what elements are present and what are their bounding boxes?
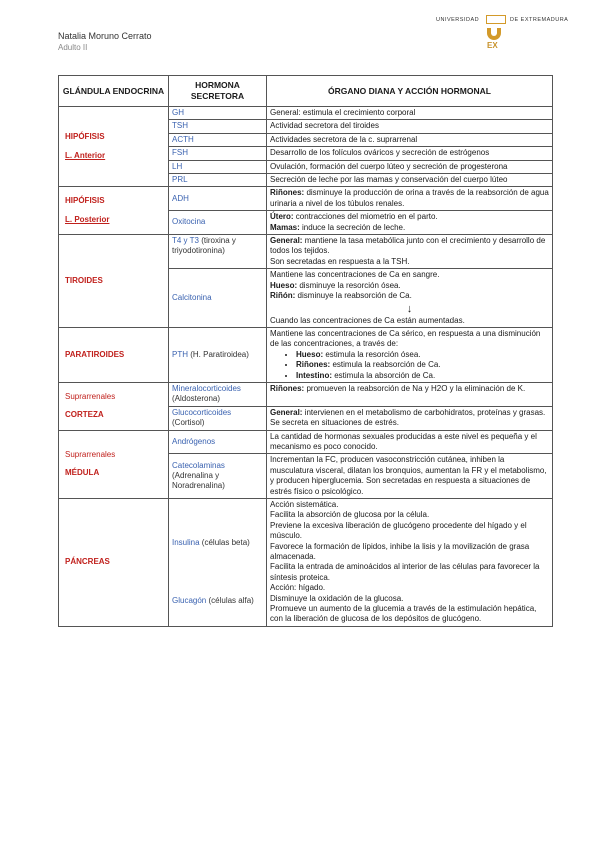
gland-label: HIPÓFISIS	[65, 132, 105, 142]
logo-u-icon	[487, 28, 501, 40]
action-mineralocorticoides: Riñones: promueven la reabsorción de Na y H2O y la eliminación de K.	[267, 382, 553, 406]
arrow-down-icon: ↓	[406, 302, 413, 315]
hormone-pancreas	[169, 499, 267, 627]
action-pancreas: Acción sistemática. Facilita la absorción de glucosa por la célula. Previene la excesiva liberación de glucógeno procedente del hígado y el músculo. Favorece la formación de lípidos, inhibe la lisis y la movilización de grasa almacenada. Facilita la entrada de aminoácidos al interior de las células para favorecer la síntesis proteica. Acción: hígado. Disminuye la oxidación de la glucosa. Promueve un aumento de la glucemia a través de la estimulación hepática, con la liberación de glucosa de los depósitos de glucógeno.	[267, 499, 553, 627]
table-row	[59, 327, 553, 382]
action-androgenos: La cantidad de hormonas sexuales producidas a este nivel es pequeña y el mecanismo es poco conocido.	[267, 430, 553, 454]
gland-label: Suprarrenales	[65, 449, 116, 459]
logo-ex: EX	[487, 41, 498, 50]
hormone-insulina: Insulina (células beta)	[172, 538, 250, 547]
gland-label: Suprarrenales	[65, 391, 116, 401]
university-logo	[436, 17, 569, 53]
gland-tiroides: TIROIDES	[59, 235, 169, 328]
action-glucocorticoides: General: intervienen en el metabolismo de carbohidratos, proteínas y grasas. Se secreta en situaciones de estrés.	[267, 406, 553, 430]
hormone-glucagon: Glucagón (células alfa)	[172, 596, 254, 606]
hormone-acth: ACTH	[169, 133, 267, 146]
list-item: • Riñones: estimula la reabsorción de Ca.	[296, 360, 549, 370]
course-name: Adulto II	[58, 43, 88, 52]
table-row	[59, 499, 553, 627]
hormone-t4t3: T4 y T3 (tiroxina y triyodotironina)	[169, 235, 267, 269]
action-catecolaminas: Incrementan la FC, producen vasoconstricción cutánea, inhiben la musculatura visceral, dilatan los bronquios, aumentan la FR y el metabolismo, y producen hiperglucemia. Son secretadas en respuesta a situaciones de estrés físico o psicológico.	[267, 454, 553, 499]
hormone-adh: ADH	[169, 187, 267, 211]
list-item: • Intestino: estimula la absorción de Ca.	[296, 371, 549, 381]
action-gh: General: estimula el crecimiento corporal	[267, 107, 553, 120]
action-fsh: Desarrollo de los folículos ováricos y secreción de estrógenos	[267, 147, 553, 160]
gland-sublabel: CORTEZA	[65, 410, 104, 420]
logo-left-text: UNIVERSIDAD	[436, 17, 480, 23]
action-oxitocina: Útero: contracciones del miometrio en el parto. Mamas: induce la secreción de leche.	[267, 211, 553, 235]
hormone-prl: PRL	[169, 174, 267, 187]
action-t4t3: General: mantiene la tasa metabólica junto con el crecimiento y desarrollo de todos los tejidos. Son secretadas en respuesta a la TSH.	[267, 235, 553, 269]
table-row	[59, 430, 553, 454]
gland-pancreas: PÁNCREAS	[59, 499, 169, 627]
list-item: • Hueso: estimula la resorción ósea.	[296, 350, 549, 360]
table-row	[59, 187, 553, 211]
gland-suprarrenales-medula	[59, 430, 169, 498]
table-row	[59, 235, 553, 269]
hormone-fsh: FSH	[169, 147, 267, 160]
logo-right-text: DE EXTREMADURA	[510, 17, 569, 23]
gland-sublabel: L. Anterior	[65, 150, 106, 160]
hormone-glucocorticoides: Glucocorticoides (Cortisol)	[169, 406, 267, 430]
pth-bullet-list	[270, 350, 549, 381]
gland-paratiroides: PARATIROIDES	[59, 327, 169, 382]
hormone-pth: PTH (H. Paratiroidea)	[169, 327, 267, 382]
action-calcitonina: Mantiene las concentraciones de Ca en sangre. Hueso: disminuye la resorción ósea. Riñón: disminuye la reabsorción de Ca. ↓ Cuando las concentraciones de Ca están aumentadas.	[267, 269, 553, 328]
table-row	[59, 107, 553, 120]
action-adh: Riñones: disminuye la producción de orina a través de la reabsorción de agua urinaria a nivel de los túbulos renales.	[267, 187, 553, 211]
table-header-row	[59, 76, 553, 107]
gland-hipofisis-posterior	[59, 187, 169, 235]
gland-hipofisis-anterior	[59, 107, 169, 187]
hormone-androgenos: Andrógenos	[169, 430, 267, 454]
header-glandula: GLÁNDULA ENDOCRINA	[59, 76, 169, 107]
hormone-lh: LH	[169, 160, 267, 173]
header-hormona: HORMONA SECRETORA	[169, 76, 267, 107]
author-name: Natalia Moruno Cerrato	[58, 31, 152, 41]
action-prl: Secreción de leche por las mamas y conservación del cuerpo lúteo	[267, 174, 553, 187]
table-row	[59, 382, 553, 406]
hormone-gh: GH	[169, 107, 267, 120]
hormone-oxitocina: Oxitocina	[169, 211, 267, 235]
header-organo: ÓRGANO DIANA Y ACCIÓN HORMONAL	[267, 76, 553, 107]
logo-box-icon	[486, 15, 506, 24]
action-acth: Actividades secretora de la c. suprarrenal	[267, 133, 553, 146]
hormone-calcitonina: Calcitonina	[169, 269, 267, 328]
hormone-tsh: TSH	[169, 120, 267, 133]
gland-suprarrenales-corteza	[59, 382, 169, 430]
action-pth: Mantiene las concentraciones de Ca sérico, en respuesta a una disminución de las concentraciones, a través de: • Hueso: estimula la resorción ósea. • Riñones: estimula la reabsorción de Ca. • Intestino: estimula la absorción de Ca.	[267, 327, 553, 382]
gland-sublabel: L. Posterior	[65, 214, 110, 224]
hormone-catecolaminas: Catecolaminas (Adrenalina y Noradrenalina)	[169, 454, 267, 499]
gland-sublabel: MÉDULA	[65, 468, 100, 478]
gland-label: HIPÓFISIS	[65, 196, 105, 206]
action-lh: Ovulación, formación del cuerpo lúteo y secreción de progesterona	[267, 160, 553, 173]
action-tsh: Actividad secretora del tiroides	[267, 120, 553, 133]
endocrine-table	[58, 75, 553, 627]
hormone-mineralocorticoides: Mineralocorticoides (Aldosterona)	[169, 382, 267, 406]
